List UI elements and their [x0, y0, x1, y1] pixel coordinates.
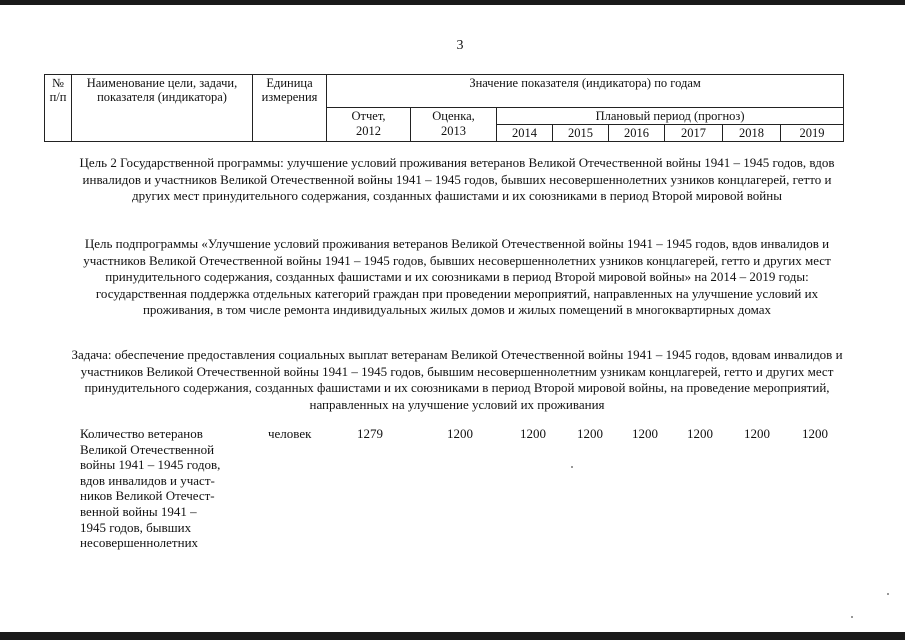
header-report: Отчет, 2012	[327, 108, 411, 142]
value-2017: 1200	[687, 426, 713, 441]
header-year: 2015	[553, 125, 609, 142]
indicator-name: Количество ветеранов Великой Отечественной войны 1941 – 1945 годов, вдов инвалидов и участ- ников Великой Отечест- венной войны 1941 – 1945 годов, бывших несовершеннолетних	[80, 426, 221, 551]
value-2014: 1200	[520, 426, 546, 441]
program-goal-2: Цель 2 Государственной программы: улучшение условий проживания ветеранов Великой Отечественной войны 1941 – 1945 годов, вдов инвалидов и участников Великой Отечественной войны 1941 – 1945 годов, бывших несовершеннолетних узников концлагерей, гетто и других мест принудительного содержания, созданных фашистами и их союзниками в период Второй мировой войны	[79, 155, 835, 204]
scan-speck	[887, 593, 889, 595]
value-2015: 1200	[577, 426, 603, 441]
header-year: 2017	[665, 125, 723, 142]
header-year: 2014	[497, 125, 553, 142]
header-year: 2018	[723, 125, 781, 142]
task-text: Задача: обеспечение предоставления социальных выплат ветеранам Великой Отечественной войны 1941 – 1945 годов, вдовам инвалидов и участников Великой Отечественной войны 1941 – 1945 годов, бывшим несовершеннолетним узникам концлагерей, гетто и других мест принудительного содержания, созданных фашистами и их союзниками в период Второй мировой войны, на проведение мероприятий, направленных на улучшение условий их проживания	[71, 347, 843, 412]
value-2016: 1200	[632, 426, 658, 441]
value-2019: 1200	[802, 426, 828, 441]
header-num: № п/п	[45, 75, 72, 108]
value-2013: 1200	[447, 426, 473, 441]
header-year: 2016	[609, 125, 665, 142]
header-name: Наименование цели, задачи, показателя (индикатора)	[72, 75, 253, 108]
header-year: 2019	[781, 125, 844, 142]
header-unit: Единица измерения	[253, 75, 327, 108]
subprogram-goal: Цель подпрограммы «Улучшение условий проживания ветеранов Великой Отечественной войны 1941 – 1945 годов, вдов инвалидов и участников Великой Отечественной войны 1941 – 1945 годов, бывших несовершеннолетних узников концлагерей, гетто и других мест принудительного содержания, созданных фашистами и их союзниками в период Второй мировой войны» на 2014 – 2019 годы: государственная поддержка отдельных категорий граждан при проведении мероприятий, направленных на улучшение условий их проживания, в том числе ремонта индивидуальных жилых домов и жилых помещений в многоквартирных домах	[83, 236, 831, 318]
page-number: 3	[456, 38, 464, 53]
header-plan: Плановый период (прогноз)	[497, 108, 844, 125]
value-2018: 1200	[744, 426, 770, 441]
indicator-header-table	[44, 74, 844, 142]
scan-speck	[571, 466, 573, 468]
header-estimate: Оценка, 2013	[411, 108, 497, 142]
bottom-scan-border	[0, 632, 905, 640]
top-scan-border	[0, 0, 905, 5]
scan-speck	[851, 616, 853, 618]
value-2012: 1279	[357, 426, 383, 441]
indicator-unit: человек	[268, 426, 312, 441]
header-values: Значение показателя (индикатора) по годам	[327, 75, 844, 108]
